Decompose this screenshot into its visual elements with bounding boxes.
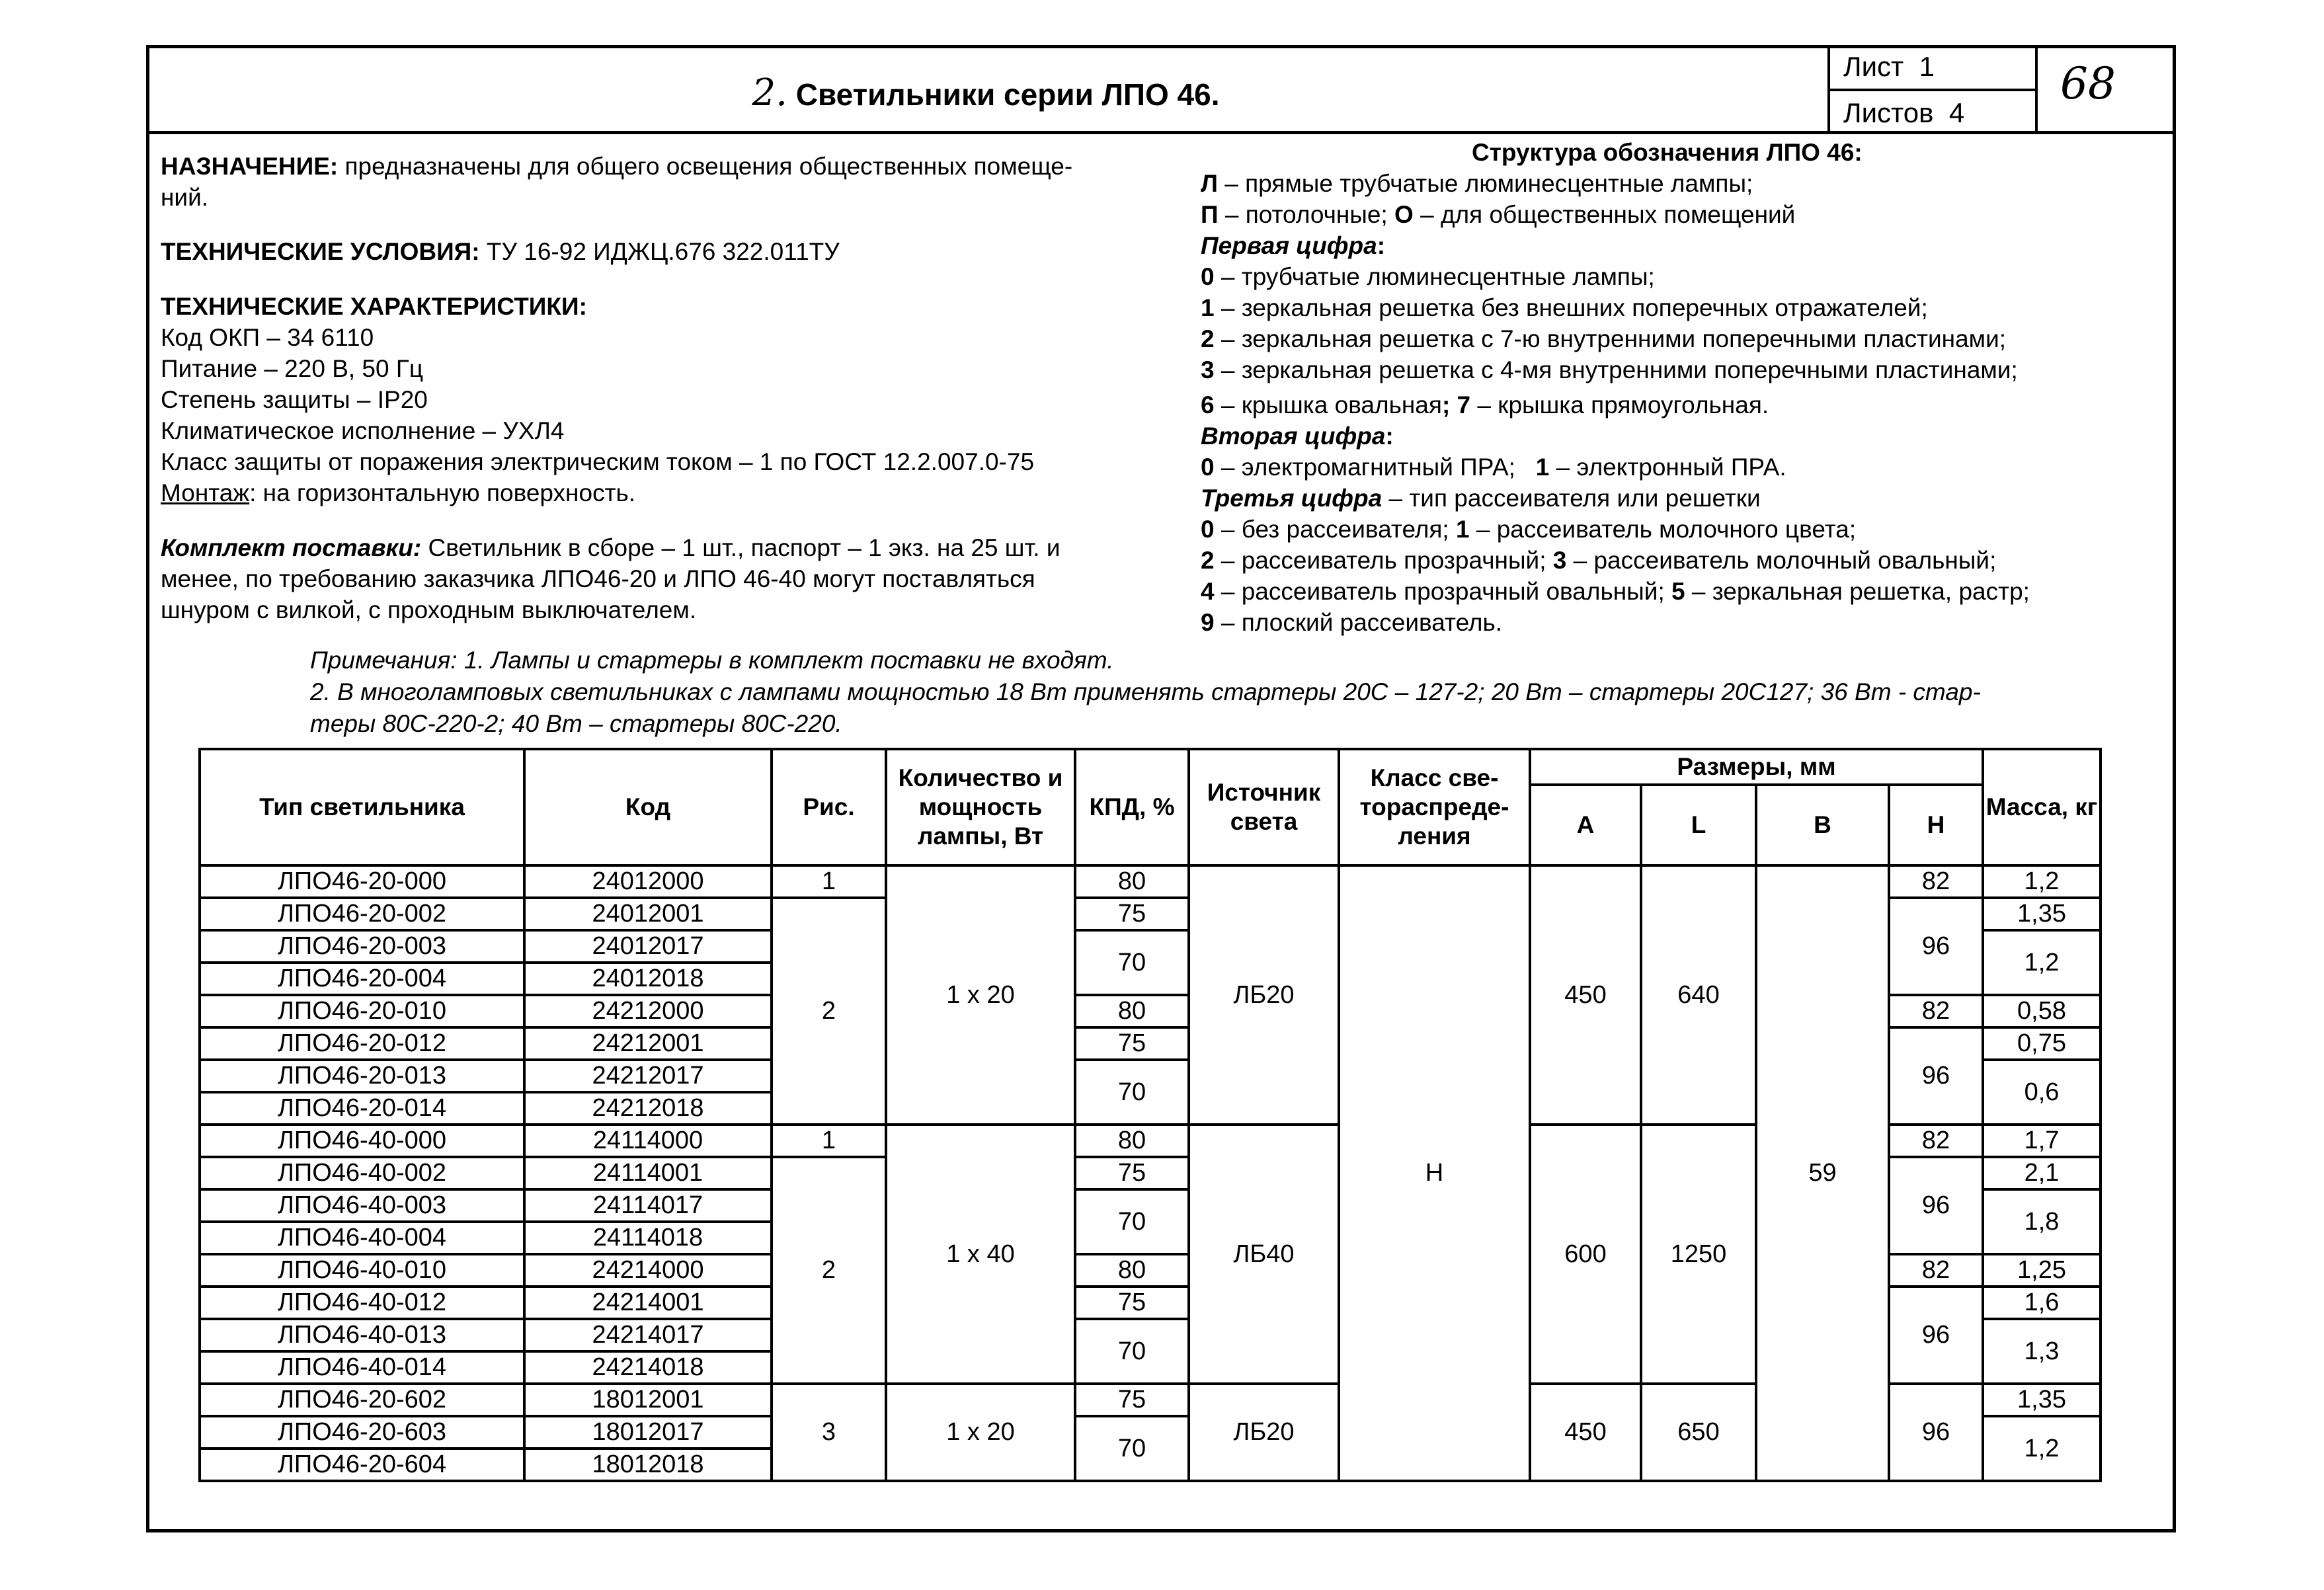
spec-power: Питание – 220 В, 50 Гц — [161, 355, 424, 382]
key: 2 — [1201, 547, 1215, 574]
spec-climate: Климатическое исполнение – УХЛ4 — [161, 417, 565, 444]
cell-l: 650 — [1641, 1384, 1756, 1481]
purpose — [161, 151, 1072, 213]
kit-text-3: шнуром с вилкой, с проходным выключателем. — [161, 596, 697, 623]
key: 3 — [1552, 547, 1567, 574]
key: 4 — [1201, 578, 1215, 605]
desc: – прямые трубчатые люминесцентные лампы; — [1217, 170, 1753, 197]
note-1: Примечания: 1. Лампы и стартеры в комплект поставки не входят. — [310, 647, 1114, 674]
third-digit-item — [1201, 607, 2030, 638]
header-source: Источник света — [1189, 749, 1339, 865]
header-kpd: КПД, % — [1075, 749, 1189, 865]
tu-label: ТЕХНИЧЕСКИЕ УСЛОВИЯ: — [161, 238, 480, 265]
header-qty: Количество и мощность лампы, Вт — [886, 749, 1075, 865]
cell-code: 24012000 — [524, 865, 772, 898]
purpose-text: предназначены для общего освещения общественных помеще- — [338, 153, 1073, 180]
cell-source: ЛБ20 — [1189, 865, 1339, 1125]
kit-text-1: Светильник в сборе – 1 шт., паспорт – 1 экз. на 25 шт. и — [421, 534, 1061, 561]
key: 1 — [1201, 294, 1215, 321]
desc: – рассеиватель молочный овальный; — [1566, 547, 1997, 574]
cell-a: 450 — [1530, 865, 1641, 1125]
structure-l — [1201, 168, 2030, 199]
cell-code: 24214017 — [524, 1319, 772, 1351]
cell-kpd: 70 — [1075, 1060, 1189, 1125]
sheet-number — [1830, 45, 2035, 91]
cell-source: ЛБ40 — [1189, 1125, 1339, 1384]
cell-type: ЛПО46-40-000 — [200, 1125, 524, 1157]
cell-kpd: 75 — [1075, 1287, 1189, 1319]
cell-type: ЛПО46-40-002 — [200, 1157, 524, 1189]
key: 1 — [1535, 454, 1550, 481]
cell-code: 24214000 — [524, 1254, 772, 1287]
key: 3 — [1201, 356, 1215, 383]
cell-code: 18012018 — [524, 1449, 772, 1481]
desc: – крышка прямоугольная. — [1470, 391, 1769, 418]
structure-p-o — [1201, 199, 2030, 230]
cell-code: 18012001 — [524, 1384, 772, 1416]
cell-mass: 1,8 — [1983, 1189, 2101, 1254]
desc: – электромагнитный ПРА; — [1214, 454, 1536, 481]
desc: – зеркальная решетка с 7-ю внутренними поперечными пластинами; — [1214, 325, 2007, 352]
header-l: L — [1641, 785, 1756, 865]
tech-specs — [161, 291, 1034, 508]
third-digit-label — [1201, 483, 2030, 514]
cell-kpd: 70 — [1075, 1416, 1189, 1481]
title-block — [146, 45, 2173, 134]
table-body — [200, 865, 2101, 1481]
cell-qty: 1 x 20 — [886, 1384, 1075, 1481]
desc: – трубчатые люминесцентные лампы; — [1214, 263, 1655, 290]
cell-qty: 1 x 40 — [886, 1125, 1075, 1384]
cell-type: ЛПО46-40-003 — [200, 1189, 524, 1222]
third-digit-item — [1201, 545, 2030, 576]
cell-mass: 1,6 — [1983, 1287, 2101, 1319]
cell-h: 82 — [1889, 1254, 1983, 1287]
header-b: B — [1756, 785, 1889, 865]
note-2-cont: теры 80С-220-2; 40 Вт – стартеры 80С-220. — [310, 710, 842, 737]
cell-mass: 1,3 — [1983, 1319, 2101, 1384]
cell-code: 18012017 — [524, 1416, 772, 1449]
cell-type: ЛПО46-40-010 — [200, 1254, 524, 1287]
cell-h: 82 — [1889, 1125, 1983, 1157]
desc: – электронный ПРА. — [1549, 454, 1786, 481]
cell-code: 24114017 — [524, 1189, 772, 1222]
cell-code: 24012017 — [524, 930, 772, 963]
cell-type: ЛПО46-20-014 — [200, 1092, 524, 1125]
key: 0 — [1201, 516, 1215, 543]
key: 0 — [1201, 263, 1215, 290]
cell-fig: 2 — [772, 1157, 886, 1384]
cell-mass: 0,6 — [1983, 1060, 2101, 1125]
cell-l: 1250 — [1641, 1125, 1756, 1384]
cell-kpd: 75 — [1075, 898, 1189, 930]
desc: – без рассеивателя; — [1214, 516, 1456, 543]
first-digit-item — [1201, 261, 2030, 292]
kit-label: Комплект поставки: — [161, 534, 422, 561]
cell-class: Н — [1339, 865, 1530, 1481]
cell-h: 96 — [1889, 1157, 1983, 1254]
desc: – зеркальная решетка, растр; — [1685, 578, 2030, 605]
cell-kpd: 75 — [1075, 1157, 1189, 1189]
key: ; 7 — [1441, 391, 1471, 418]
sheets-label: Листов — [1843, 97, 1934, 128]
cell-kpd: 80 — [1075, 995, 1189, 1027]
cell-kpd: 80 — [1075, 865, 1189, 898]
cell-type: ЛПО46-20-004 — [200, 963, 524, 995]
purpose-text-2: ний. — [161, 184, 209, 211]
cell-type: ЛПО46-20-000 — [200, 865, 524, 898]
sheet-box — [1827, 45, 2038, 134]
cell-type: ЛПО46-20-010 — [200, 995, 524, 1027]
header-fig: Рис. — [772, 749, 886, 865]
header-class: Класс све-тораспреде-ления — [1339, 749, 1530, 865]
cell-b: 59 — [1756, 865, 1889, 1481]
note-2: 2. В многоламповых светильниках с лампами мощностью 18 Вт применять стартеры 20С – 127-2; 20 Вт – стартеры 20С127; 36 Вт - стар- — [310, 678, 1981, 705]
second-digit-items — [1201, 452, 2030, 483]
delivery-kit — [161, 532, 1061, 625]
cell-type: ЛПО46-40-012 — [200, 1287, 524, 1319]
sheets-value: 4 — [1948, 97, 1965, 128]
cell-mass: 1,25 — [1983, 1254, 2101, 1287]
tu-text: ТУ 16-92 ИДЖЦ.676 322.011ТУ — [479, 238, 840, 265]
cell-fig: 3 — [772, 1384, 886, 1481]
header-dimensions: Размеры, мм — [1530, 749, 1983, 785]
cell-type: ЛПО46-40-004 — [200, 1222, 524, 1254]
key: П — [1201, 201, 1219, 228]
luminaires-table — [198, 748, 2102, 1482]
cell-mass: 1,2 — [1983, 930, 2101, 995]
cell-type: ЛПО46-20-003 — [200, 930, 524, 963]
desc: – рассеиватель прозрачный овальный; — [1214, 578, 1671, 605]
cell-code: 24012018 — [524, 963, 772, 995]
cell-mass: 1,7 — [1983, 1125, 2101, 1157]
cell-h: 96 — [1889, 898, 1983, 995]
tech-conditions — [161, 236, 840, 267]
cell-mass: 2,1 — [1983, 1157, 2101, 1189]
cell-kpd: 80 — [1075, 1254, 1189, 1287]
sheet-value: 1 — [1919, 51, 1935, 82]
cell-h: 96 — [1889, 1287, 1983, 1384]
sheet-label: Лист — [1843, 51, 1904, 82]
cell-code: 24212018 — [524, 1092, 772, 1125]
cell-type: ЛПО46-20-002 — [200, 898, 524, 930]
cell-kpd: 80 — [1075, 1125, 1189, 1157]
notes — [310, 645, 1981, 740]
first-digit-item — [1201, 354, 2030, 385]
cell-mass: 0,75 — [1983, 1027, 2101, 1060]
sheets-count — [1830, 91, 2035, 135]
cell-type: ЛПО46-20-012 — [200, 1027, 524, 1060]
cell-kpd: 75 — [1075, 1384, 1189, 1416]
label: Вторая цифра — [1201, 422, 1386, 450]
desc: – для общественных помещений — [1413, 201, 1796, 228]
cell-a: 600 — [1530, 1125, 1641, 1384]
cell-mass: 1,2 — [1983, 865, 2101, 898]
cell-code: 24012001 — [524, 898, 772, 930]
cell-type: ЛПО46-20-602 — [200, 1384, 524, 1416]
page-number: 68 — [2060, 58, 2116, 109]
first-digit-item — [1201, 389, 2030, 420]
cell-a: 450 — [1530, 1384, 1641, 1481]
desc: – тип рассеивателя или решетки — [1382, 485, 1761, 512]
structure-heading: Структура обозначения ЛПО 46: — [1472, 139, 1863, 166]
third-digit-item — [1201, 576, 2030, 607]
cell-type: ЛПО46-20-604 — [200, 1449, 524, 1481]
cell-code: 24114000 — [524, 1125, 772, 1157]
header-a: A — [1530, 785, 1641, 865]
cell-code: 24114018 — [524, 1222, 772, 1254]
key: Л — [1201, 170, 1218, 197]
desc: – зеркальная решетка без внешних поперечных отражателей; — [1214, 294, 1928, 321]
key: 6 — [1201, 391, 1215, 418]
cell-qty: 1 x 20 — [886, 865, 1075, 1125]
desc: – потолочные; — [1218, 201, 1395, 228]
key: О — [1394, 201, 1414, 228]
kit-text-2: менее, по требованию заказчика ЛПО46-20 и ЛПО 46-40 могут поставляться — [161, 565, 1035, 592]
cell-kpd: 70 — [1075, 1319, 1189, 1384]
label: Первая цифра — [1201, 232, 1377, 259]
desc: – плоский рассеиватель. — [1214, 609, 1503, 636]
section-number: 2. — [752, 71, 787, 114]
key: 1 — [1455, 516, 1470, 543]
cell-code: 24114001 — [524, 1157, 772, 1189]
table-row — [200, 865, 2101, 898]
key: 9 — [1201, 609, 1215, 636]
spec-ip: Степень защиты – IP20 — [161, 386, 428, 413]
desc: – крышка овальная — [1214, 391, 1442, 418]
cell-kpd: 70 — [1075, 1189, 1189, 1254]
cell-fig: 1 — [772, 1125, 886, 1157]
desc: – рассеиватель прозрачный; — [1214, 547, 1553, 574]
cell-type: ЛПО46-20-013 — [200, 1060, 524, 1092]
cell-fig: 2 — [772, 898, 886, 1125]
title-text: Светильники серии ЛПО 46. — [795, 77, 1220, 112]
cell-type: ЛПО46-20-603 — [200, 1416, 524, 1449]
cell-mass: 1,2 — [1983, 1416, 2101, 1481]
cell-kpd: 70 — [1075, 930, 1189, 995]
second-digit-label: Вторая цифра: — [1201, 422, 1394, 450]
first-digit-label: Первая цифра: — [1201, 232, 1386, 259]
key: 5 — [1671, 578, 1685, 605]
cell-kpd: 75 — [1075, 1027, 1189, 1060]
cell-type: ЛПО46-40-014 — [200, 1351, 524, 1384]
cell-code: 24212017 — [524, 1060, 772, 1092]
cell-type: ЛПО46-40-013 — [200, 1319, 524, 1351]
header-h: H — [1889, 785, 1983, 865]
header-code: Код — [524, 749, 772, 865]
label: Третья цифра — [1201, 485, 1382, 512]
spec-okp: Код ОКП – 34 6110 — [161, 324, 374, 351]
cell-h: 96 — [1889, 1384, 1983, 1481]
key: 2 — [1201, 325, 1215, 352]
cell-mass: 0,58 — [1983, 995, 2101, 1027]
first-digit-item — [1201, 323, 2030, 354]
desc: – зеркальная решетка с 4-мя внутренними поперечными пластинами; — [1214, 356, 2018, 383]
header-type: Тип светильника — [200, 749, 524, 865]
cell-h: 82 — [1889, 995, 1983, 1027]
cell-code: 24212001 — [524, 1027, 772, 1060]
specs-label: ТЕХНИЧЕСКИЕ ХАРАКТЕРИСТИКИ: — [161, 293, 587, 320]
cell-code: 24212000 — [524, 995, 772, 1027]
cell-code: 24214018 — [524, 1351, 772, 1384]
cell-h: 82 — [1889, 865, 1983, 898]
mount-text: : на горизонтальную поверхность. — [249, 479, 636, 506]
cell-source: ЛБ20 — [1189, 1384, 1339, 1481]
spec-protection-class: Класс защиты от поражения электрическим током – 1 по ГОСТ 12.2.007.0-75 — [161, 448, 1035, 475]
cell-h: 96 — [1889, 1027, 1983, 1125]
first-digit-item — [1201, 292, 2030, 323]
cell-mass: 1,35 — [1983, 898, 2101, 930]
cell-l: 640 — [1641, 865, 1756, 1125]
purpose-label: НАЗНАЧЕНИЕ: — [161, 153, 339, 180]
cell-mass: 1,35 — [1983, 1384, 2101, 1416]
designation-structure — [1201, 137, 2030, 638]
header-mass: Масса, кг — [1983, 749, 2101, 865]
cell-code: 24214001 — [524, 1287, 772, 1319]
key: 0 — [1201, 454, 1215, 481]
desc: – рассеиватель молочного цвета; — [1469, 516, 1857, 543]
mount-label: Монтаж — [161, 479, 250, 506]
third-digit-item — [1201, 514, 2030, 545]
cell-fig: 1 — [772, 865, 886, 898]
page-title — [146, 71, 1825, 114]
